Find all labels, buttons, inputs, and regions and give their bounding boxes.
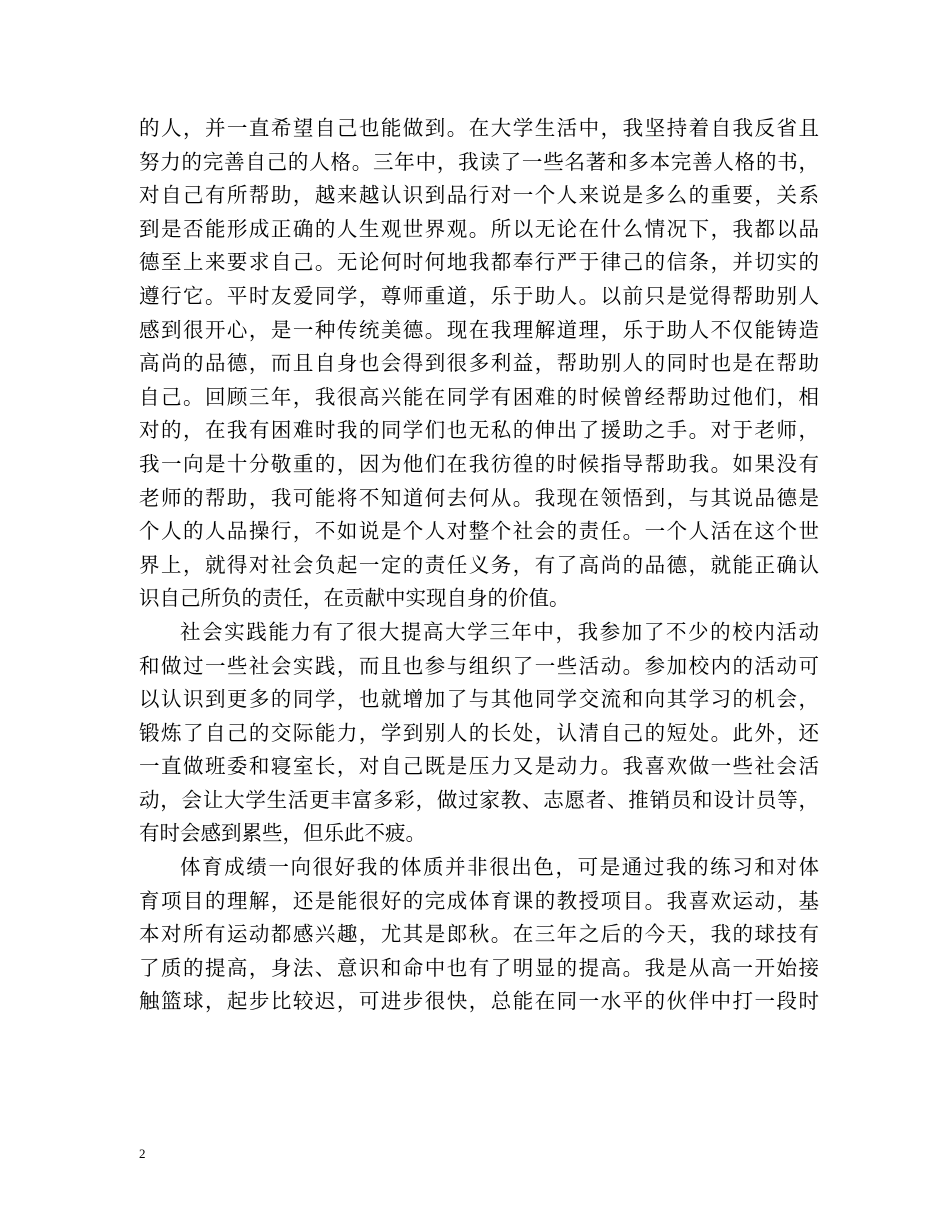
text-line: 本对所有运动都感兴趣，尤其是郎秋。在三年之后的今天，我的球技有 xyxy=(139,922,819,947)
body-text xyxy=(139,112,819,1019)
text-line: 对自己有所帮助，越来越认识到品行对一个人来说是多么的重要，关系 xyxy=(139,183,819,208)
text-line: 和做过一些社会实践，而且也参与组织了一些活动。参加校内的活动可 xyxy=(139,653,819,678)
text-line: 锻炼了自己的交际能力，学到别人的长处，认清自己的短处。此外，还 xyxy=(139,720,819,745)
text-line: 我一向是十分敬重的，因为他们在我彷徨的时候指导帮助我。如果没有 xyxy=(139,451,819,476)
text-line: 对的，在我有困难时我的同学们也无私的伸出了援助之手。对于老师， xyxy=(139,418,819,443)
text-line: 识自己所负的责任，在贡献中实现自身的价值。 xyxy=(139,586,570,611)
paragraph xyxy=(139,851,819,1019)
text-line: 到是否能形成正确的人生观世界观。所以无论在什么情况下，我都以品 xyxy=(139,216,819,241)
text-line: 老师的帮助，我可能将不知道何去何从。我现在领悟到，与其说品德是 xyxy=(139,485,819,510)
paragraph xyxy=(139,616,819,851)
text-line: 努力的完善自己的人格。三年中，我读了一些名著和多本完善人格的书， xyxy=(139,149,819,174)
text-line: 德至上来要求自己。无论何时何地我都奉行严于律己的信条，并切实的 xyxy=(139,250,819,275)
text-line: 的人，并一直希望自己也能做到。在大学生活中，我坚持着自我反省且 xyxy=(139,116,819,140)
text-line: 自己。回顾三年，我很高兴能在同学有困难的时候曾经帮助过他们，相 xyxy=(139,384,819,409)
text-line: 有时会感到累些，但乐此不疲。 xyxy=(139,821,426,846)
text-line: 界上，就得对社会负起一定的责任义务，有了高尚的品德，就能正确认 xyxy=(139,552,819,577)
text-line: 一直做班委和寝室长，对自己既是压力又是动力。我喜欢做一些社会活 xyxy=(139,754,819,779)
paragraph xyxy=(139,112,819,616)
text-line: 高尚的品德，而且自身也会得到很多利益，帮助别人的同时也是在帮助 xyxy=(139,351,819,376)
text-line: 体育成绩一向很好我的体质并非很出色，可是通过我的练习和对体 xyxy=(180,855,819,880)
text-line: 动，会让大学生活更丰富多彩，做过家教、志愿者、推销员和设计员等， xyxy=(139,787,819,812)
text-line: 社会实践能力有了很大提高大学三年中，我参加了不少的校内活动 xyxy=(180,619,819,644)
page-number: 2 xyxy=(139,1146,146,1161)
text-line: 了质的提高，身法、意识和命中也有了明显的提高。我是从高一开始接 xyxy=(139,955,819,980)
text-line: 感到很开心，是一种传统美德。现在我理解道理，乐于助人不仅能铸造 xyxy=(139,317,819,342)
text-line: 遵行它。平时友爱同学，尊师重道，乐于助人。以前只是觉得帮助别人 xyxy=(139,283,819,308)
text-line: 以认识到更多的同学，也就增加了与其他同学交流和向其学习的机会， xyxy=(139,687,819,712)
text-line: 触篮球，起步比较迟，可进步很快，总能在同一水平的伙伴中打一段时 xyxy=(139,989,819,1014)
text-line: 个人的人品操行，不如说是个人对整个社会的责任。一个人活在这个世 xyxy=(139,519,819,544)
text-line: 育项目的理解，还是能很好的完成体育课的教授项目。我喜欢运动，基 xyxy=(139,888,819,913)
